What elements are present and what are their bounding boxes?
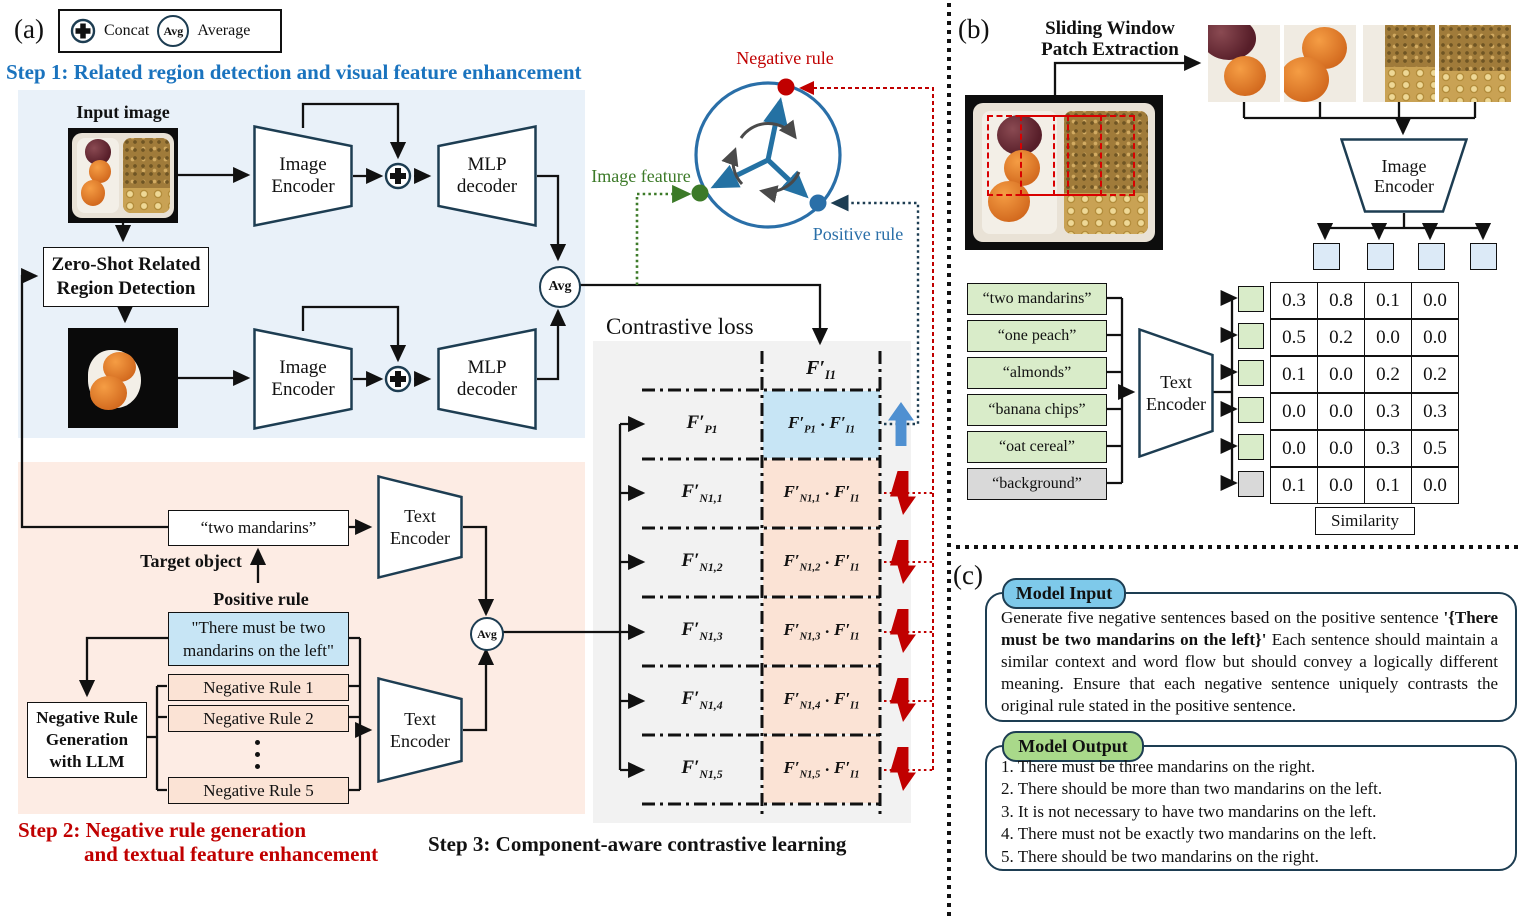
- similarity-cell: 0.0: [1317, 357, 1364, 392]
- similarity-label: Similarity: [1331, 511, 1399, 530]
- cell-image-base: F′: [834, 620, 851, 640]
- panel-b-label: (b): [958, 14, 990, 44]
- similarity-cell: 0.2: [1317, 320, 1364, 355]
- cell-factor-sub: P1: [804, 424, 816, 436]
- dot-operator: ·: [824, 759, 831, 779]
- contrastive-header: [762, 357, 880, 383]
- two-mandarins-box: [168, 510, 349, 546]
- text-feature-4: [1238, 397, 1264, 423]
- similarity-cell: 0.1: [1364, 283, 1411, 318]
- model-input-badge: Model Input: [1002, 578, 1126, 609]
- image-encoder-bottom: [253, 328, 353, 430]
- model-output-list: [1001, 756, 1503, 868]
- cell-image-sub: I1: [850, 700, 860, 712]
- cell-factor-base: F′: [783, 620, 800, 640]
- image-encoder-line2: Encoder: [271, 176, 335, 197]
- concat-legend-icon: [70, 18, 96, 44]
- similarity-cell: 0.2: [1364, 357, 1411, 392]
- row-sub: N1,2: [699, 560, 723, 574]
- input-text-pre: Generate five negative sentences based on the positive sentence: [1001, 608, 1444, 627]
- panel-b-image-encoder: [1340, 138, 1468, 213]
- output-item-4: 4. There must not be exactly two mandarins on the left.: [1001, 824, 1377, 844]
- similarity-cell: 0.0: [1282, 400, 1306, 422]
- text-encoder-line2: Encoder: [1146, 394, 1206, 414]
- prompt-one-peach: [967, 320, 1107, 352]
- mlp-decoder-line2: decoder: [456, 379, 518, 400]
- negative-rule-5-box: [168, 777, 349, 804]
- image-encoder-line1: Image: [1381, 155, 1427, 176]
- similarity-cell: 0.0: [1317, 468, 1364, 503]
- zero-shot-region-detection-box: [43, 247, 209, 307]
- similarity-label-box: [1315, 507, 1415, 535]
- row-label-positive: [652, 412, 752, 437]
- heading-line2: Patch Extraction: [1041, 39, 1179, 60]
- similarity-matrix-row-1: [1270, 282, 1459, 319]
- patch-feature-3: [1418, 243, 1445, 270]
- row-base: F′: [681, 619, 700, 640]
- step3-title: Step 3: Component-aware contrastive learning: [428, 832, 847, 856]
- negative-rule-generation-box: [27, 702, 147, 778]
- zero-shot-line1: Zero-Shot Related: [51, 254, 201, 275]
- avg-legend-icon: Avg: [157, 15, 189, 47]
- row-label-negative-5: [652, 757, 752, 782]
- similarity-cell: 0.5: [1282, 326, 1306, 348]
- row-label-negative-3: [652, 619, 752, 644]
- contrastive-cell-negative-3: [763, 598, 880, 665]
- header-sub: I1: [824, 368, 836, 382]
- row-base: F′: [681, 481, 700, 502]
- prompt-text: “almonds”: [1002, 364, 1072, 381]
- dot-operator: ·: [824, 552, 831, 572]
- mlp-decoder-line1: MLP: [467, 357, 507, 378]
- text-encoder-top: [377, 475, 463, 579]
- similarity-cell: 0.3: [1364, 394, 1411, 429]
- similarity-cell: 0.3: [1282, 289, 1306, 311]
- average-legend-label: Average: [197, 22, 251, 39]
- row-sub: N1,1: [699, 491, 723, 505]
- contrastive-loss-title: Contrastive loss: [606, 314, 754, 339]
- cell-factor-base: F′: [783, 482, 800, 502]
- image-feature-dot: [692, 185, 709, 202]
- legend-box: [58, 9, 282, 53]
- dot-operator: ·: [824, 690, 831, 710]
- cell-image-sub: I1: [845, 424, 855, 436]
- output-item-2: 2. There should be more than two mandarins on the left.: [1001, 779, 1383, 799]
- prompt-text: “background”: [992, 475, 1082, 492]
- cell-image-sub: I1: [850, 562, 860, 574]
- text-feature-6: [1238, 471, 1264, 497]
- step2-title-line1: Step 2: Negative rule generation: [18, 818, 307, 842]
- row-base: F′: [681, 757, 700, 778]
- prompt-almonds: [967, 357, 1107, 389]
- negative-rule-2-box: [168, 705, 349, 732]
- patch-3: [1363, 25, 1435, 102]
- positive-rule-line1: "There must be two: [191, 618, 326, 637]
- dot-operator: ·: [824, 483, 831, 503]
- input-text-bold: '{There must be two mandarins on the left}': [1001, 608, 1498, 649]
- similarity-matrix-row-2: [1270, 319, 1459, 356]
- negative-rule-5-text: Negative Rule 5: [203, 780, 314, 800]
- cell-factor-base: F′: [788, 413, 805, 433]
- patch-feature-4: [1470, 243, 1497, 270]
- input-image-photo: [68, 128, 178, 223]
- row-base: F′: [681, 550, 700, 571]
- text-encoder-line2: Encoder: [390, 731, 450, 751]
- mlp-decoder-bottom: [437, 328, 537, 430]
- mlp-decoder-line2: decoder: [456, 176, 518, 197]
- row-base: F′: [686, 412, 705, 433]
- step2-title-line2: and textual feature enhancement: [84, 842, 379, 866]
- contrastive-cell-negative-1: [763, 460, 880, 527]
- patch-4: [1439, 25, 1511, 102]
- target-object-label: Target object: [140, 551, 242, 571]
- similarity-cell: 0.8: [1317, 283, 1364, 318]
- image-encoder-top: [253, 125, 353, 227]
- output-item-3: 3. It is not necessary to have two mandarins on the left.: [1001, 801, 1377, 821]
- patch-2: [1284, 25, 1356, 102]
- text-encoder-bottom: [377, 677, 463, 783]
- cell-image-sub: I1: [850, 769, 860, 781]
- cell-image-base: F′: [834, 758, 851, 778]
- similarity-matrix-row-5: [1270, 430, 1459, 467]
- prompt-text: “two mandarins”: [982, 290, 1092, 307]
- similarity-cell: 0.2: [1411, 357, 1458, 392]
- similarity-cell: 0.1: [1282, 363, 1306, 385]
- output-item-5: 5. There should be two mandarins on the right.: [1001, 846, 1319, 866]
- similarity-cell: 0.1: [1364, 468, 1411, 503]
- text-feature-3: [1238, 360, 1264, 386]
- similarity-cell: 0.0: [1364, 320, 1411, 355]
- prompt-text: “one peach”: [997, 327, 1077, 344]
- negative-rule-2-text: Negative Rule 2: [203, 708, 314, 728]
- text-encoder-line1: Text: [404, 709, 436, 729]
- positive-rule-heading: Positive rule: [213, 589, 309, 609]
- similarity-cell: 0.0: [1411, 320, 1458, 355]
- cell-factor-base: F′: [783, 689, 800, 709]
- similarity-cell: 0.1: [1282, 474, 1306, 496]
- output-item-1: 1. There must be three mandarins on the right.: [1001, 757, 1316, 776]
- avg-circle-textual: Avg: [470, 617, 504, 651]
- negative-rule-1-box: [168, 674, 349, 701]
- negative-rule-1-text: Negative Rule 1: [203, 677, 314, 697]
- prompt-text: “banana chips”: [988, 401, 1086, 418]
- similarity-cell: 0.0: [1317, 431, 1364, 466]
- row-label-negative-2: [652, 550, 752, 575]
- similarity-matrix-row-3: [1270, 356, 1459, 393]
- cell-factor-sub: N1,1: [799, 493, 821, 505]
- similarity-cell: 0.5: [1411, 431, 1458, 466]
- dot-operator: ·: [819, 414, 826, 434]
- image-encoder-line2: Encoder: [271, 379, 335, 400]
- contrastive-cell-negative-5: [763, 736, 880, 803]
- similarity-cell: 0.0: [1282, 437, 1306, 459]
- contrastive-cell-positive: [763, 391, 880, 458]
- image-encoder-line2: Encoder: [1374, 175, 1434, 196]
- patch-feature-2: [1367, 243, 1394, 270]
- ellipsis-dot: [255, 752, 260, 757]
- contrastive-cell-negative-2: [763, 529, 880, 596]
- text-feature-5: [1238, 434, 1264, 460]
- prompt-banana-chips: [967, 394, 1107, 426]
- neg-gen-line2: Generation: [45, 730, 129, 749]
- neg-gen-line1: Negative Rule: [36, 708, 138, 727]
- sliding-window-heading: [1030, 18, 1190, 60]
- panel-a-label: (a): [14, 14, 44, 44]
- text-encoder-line1: Text: [404, 506, 436, 526]
- positive-rule-line2: mandarins on the left": [183, 641, 334, 660]
- cell-image-base: F′: [834, 689, 851, 709]
- cell-factor-sub: N1,3: [799, 631, 821, 643]
- similarity-cell: 0.0: [1317, 394, 1364, 429]
- header-base: F′: [806, 357, 825, 379]
- ellipsis-dot: [255, 740, 260, 745]
- cell-factor-base: F′: [783, 758, 800, 778]
- row-sub: N1,3: [699, 629, 723, 643]
- similarity-cell: 0.0: [1411, 283, 1458, 318]
- concat-legend-label: Concat: [104, 22, 150, 39]
- text-encoder-line2: Encoder: [390, 528, 450, 548]
- cell-image-base: F′: [829, 413, 846, 433]
- model-input-text: [1001, 607, 1498, 717]
- text-feature-2: [1238, 323, 1264, 349]
- neg-gen-line3: with LLM: [49, 752, 125, 771]
- prompt-text: “oat cereal”: [999, 438, 1075, 455]
- row-sub: P1: [704, 422, 718, 436]
- similarity-cell: 0.3: [1411, 394, 1458, 429]
- row-sub: N1,5: [699, 767, 723, 781]
- sliding-window-3: [1053, 115, 1135, 196]
- patch-1: [1208, 25, 1280, 102]
- panel-c-label: (c): [953, 560, 983, 590]
- negative-rule-label: Negative rule: [736, 48, 834, 68]
- patch-feature-1: [1313, 243, 1340, 270]
- prompt-oat-cereal: [967, 431, 1107, 463]
- mlp-decoder-top: [437, 125, 537, 227]
- cell-image-base: F′: [834, 551, 851, 571]
- input-text-post: Each sentence should maintain a similar context and word flow but should convey a logically different meaning. Ensure that each negative sentence uniquely contrasts the original rule stated in the positive sentence.: [1001, 630, 1498, 715]
- model-output-badge: Model Output: [1002, 731, 1144, 762]
- prompt-two-mandarins: [967, 283, 1107, 315]
- text-feature-1: [1238, 286, 1264, 312]
- similarity-cell: 0.3: [1364, 431, 1411, 466]
- cell-image-sub: I1: [850, 631, 860, 643]
- row-label-negative-1: [652, 481, 752, 506]
- image-encoder-line1: Image: [279, 154, 327, 175]
- negative-rule-dot: [778, 79, 795, 96]
- cell-factor-sub: N1,4: [799, 700, 821, 712]
- row-base: F′: [681, 688, 700, 709]
- positive-rule-label: Positive rule: [812, 224, 904, 244]
- image-encoder-line1: Image: [279, 357, 327, 378]
- ellipsis-dot: [255, 764, 260, 769]
- row-sub: N1,4: [699, 698, 723, 712]
- similarity-matrix-row-6: [1270, 467, 1459, 504]
- step1-title: Step 1: Related region detection and visual feature enhancement: [6, 60, 582, 84]
- cell-factor-base: F′: [783, 551, 800, 571]
- heading-line1: Sliding Window: [1045, 18, 1175, 39]
- two-mandarins-text: “two mandarins”: [200, 518, 317, 537]
- image-feature-label: Image feature: [591, 166, 691, 186]
- cell-factor-sub: N1,5: [799, 769, 821, 781]
- zero-shot-line2: Region Detection: [56, 278, 196, 299]
- mlp-decoder-line1: MLP: [467, 154, 507, 175]
- input-image-label: Input image: [76, 102, 170, 122]
- avg-circle-visual: Avg: [539, 266, 581, 308]
- dot-operator: ·: [824, 621, 831, 641]
- panel-b-text-encoder: [1138, 328, 1214, 458]
- text-encoder-line1: Text: [1160, 372, 1192, 392]
- positive-rule-box: [168, 612, 349, 666]
- similarity-matrix-row-4: [1270, 393, 1459, 430]
- similarity-cell: 0.0: [1411, 468, 1458, 503]
- masked-region-photo: [68, 328, 178, 428]
- contrastive-cell-negative-4: [763, 667, 880, 734]
- positive-rule-dot: [810, 195, 827, 212]
- prompt-background: [967, 468, 1107, 500]
- cell-factor-sub: N1,2: [799, 562, 821, 574]
- cell-image-sub: I1: [850, 493, 860, 505]
- panel-b-input-photo: [965, 95, 1163, 250]
- cell-image-base: F′: [834, 482, 851, 502]
- row-label-negative-4: [652, 688, 752, 713]
